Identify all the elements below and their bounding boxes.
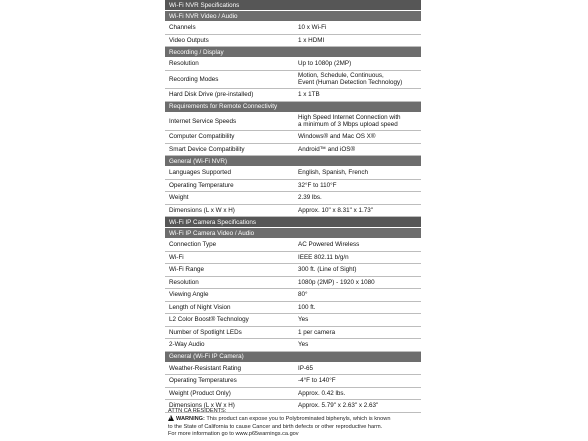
spec-value-line: 80° xyxy=(298,291,308,299)
spec-value-line: Yes xyxy=(298,316,309,324)
spec-label: Weather-Resistant Rating xyxy=(169,364,241,372)
nvr-specs-title: Wi-Fi NVR Specifications xyxy=(165,0,421,11)
spec-value-line: 10 x Wi-Fi xyxy=(298,24,327,32)
spec-value-line: 1 x HDMI xyxy=(298,36,325,44)
spec-value-line: 1 x 1TB xyxy=(298,91,320,99)
spec-value xyxy=(298,58,421,70)
section-heading: General (Wi-Fi IP Camera) xyxy=(165,352,421,363)
spec-value xyxy=(298,35,421,47)
spec-value-line: Android™ and iOS® xyxy=(298,145,356,153)
warning-triangle-icon xyxy=(168,415,174,421)
spec-label: Computer Compatibility xyxy=(169,133,235,141)
spec-row xyxy=(165,314,421,327)
notice-line-2: to the State of California to cause Cancer and birth defects or other reproductive harm. xyxy=(168,423,383,430)
spec-label: Smart Device Compatibility xyxy=(169,145,245,153)
spec-row xyxy=(165,205,421,218)
spec-value xyxy=(298,289,421,301)
spec-label: Resolution xyxy=(169,60,199,68)
spec-value xyxy=(298,363,421,375)
spec-value xyxy=(298,89,421,101)
notice-line-3: For more information go to www.p65warnings.ca.gov xyxy=(168,431,299,438)
spec-row xyxy=(165,363,421,376)
spec-label: Weight xyxy=(169,194,189,202)
spec-value xyxy=(298,71,421,89)
spec-row xyxy=(165,388,421,401)
spec-row xyxy=(165,264,421,277)
spec-value-line: English, Spanish, French xyxy=(298,169,369,177)
spec-label: Connection Type xyxy=(169,241,217,249)
notice-heading: ATTN CA RESIDENTS: xyxy=(168,408,227,414)
spec-value-line: 300 ft. (Line of Sight) xyxy=(298,266,357,274)
spec-value-line: IEEE 802.11 b/g/n xyxy=(298,253,349,261)
spec-label: Viewing Angle xyxy=(169,291,209,299)
spec-value-line: 1 per camera xyxy=(298,328,336,336)
spec-row xyxy=(165,339,421,352)
spec-row xyxy=(165,144,421,157)
spec-value-line: Approx. 10" x 8.31" x 1.73" xyxy=(298,206,373,214)
spec-row xyxy=(165,252,421,265)
spec-value-line: 100 ft. xyxy=(298,303,316,311)
spec-value-line: 1080p (2MP) - 1920 x 1080 xyxy=(298,278,375,286)
spec-value xyxy=(298,388,421,400)
spec-row xyxy=(165,35,421,48)
spec-row xyxy=(165,239,421,252)
spec-value xyxy=(298,277,421,289)
spec-value-line: 2.39 lbs. xyxy=(298,194,322,202)
notice-text-1: This product can expose you to Polybrominated biphenyls, which is known xyxy=(204,416,391,423)
spec-label: Hard Disk Drive (pre-installed) xyxy=(169,91,254,99)
spec-value-line: 32°F to 110°F xyxy=(298,181,337,189)
section-heading: Recording / Display xyxy=(165,47,421,58)
spec-value xyxy=(298,167,421,179)
spec-row xyxy=(165,277,421,290)
spec-value-line: AC Powered Wireless xyxy=(298,241,360,249)
spec-label: Resolution xyxy=(169,278,199,286)
spec-label: Weight (Product Only) xyxy=(169,389,231,397)
spec-value xyxy=(298,131,421,143)
spec-label: Operating Temperatures xyxy=(169,377,237,385)
spec-row xyxy=(165,131,421,144)
spec-value xyxy=(298,144,421,156)
spec-row xyxy=(165,302,421,315)
spec-value xyxy=(298,314,421,326)
spec-row xyxy=(165,289,421,302)
spec-value-line: Yes xyxy=(298,341,309,349)
spec-value-line: High Speed Internet Connection with xyxy=(298,114,401,122)
spec-row xyxy=(165,71,421,90)
spec-row xyxy=(165,22,421,35)
section-heading: General (Wi-Fi NVR) xyxy=(165,156,421,167)
section-heading: Requirements for Remote Connectivity xyxy=(165,102,421,113)
section-heading: Wi-Fi IP Camera Video / Audio xyxy=(165,228,421,239)
spec-value xyxy=(298,252,421,264)
spec-label: Length of Night Vision xyxy=(169,303,231,311)
camera-specs-title: Wi-Fi IP Camera Specifications xyxy=(165,217,421,228)
prop65-notice xyxy=(168,408,428,439)
spec-value-line: Approx. 5.79" x 2.63" x 2.63" xyxy=(298,402,379,410)
spec-label: Wi-Fi xyxy=(169,253,184,261)
spec-sheet xyxy=(165,0,421,413)
spec-row xyxy=(165,180,421,193)
spec-value xyxy=(298,192,421,204)
spec-label: Wi-Fi Range xyxy=(169,266,204,274)
spec-row xyxy=(165,192,421,205)
spec-value xyxy=(298,302,421,314)
spec-row xyxy=(165,89,421,102)
section-heading: Wi-Fi NVR Video / Audio xyxy=(165,11,421,22)
spec-value xyxy=(298,113,421,131)
spec-value-line: Motion, Schedule, Continuous, xyxy=(298,72,384,80)
spec-row xyxy=(165,58,421,71)
spec-value-line: Approx. 0.42 lbs. xyxy=(298,389,346,397)
spec-value-line: IP-65 xyxy=(298,364,314,372)
spec-value-line: Windows® and Mac OS X® xyxy=(298,133,376,141)
spec-value xyxy=(298,22,421,34)
spec-value xyxy=(298,180,421,192)
spec-value xyxy=(298,239,421,251)
spec-value-line: Up to 1080p (2MP) xyxy=(298,60,352,68)
spec-value xyxy=(298,205,421,217)
spec-label: 2-Way Audio xyxy=(169,341,205,349)
spec-value-line: a minimum of 3 Mbps upload speed xyxy=(298,121,398,129)
notice-line-1 xyxy=(168,415,428,423)
warning-label: WARNING: xyxy=(176,416,205,423)
spec-row xyxy=(165,327,421,340)
spec-label: Internet Service Speeds xyxy=(169,117,237,125)
spec-label: Languages Supported xyxy=(169,169,231,177)
spec-label: Dimensions (L x W x H) xyxy=(169,402,235,410)
spec-value xyxy=(298,264,421,276)
spec-label: Number of Spotlight LEDs xyxy=(169,328,242,336)
spec-label: Video Outputs xyxy=(169,36,209,44)
spec-row xyxy=(165,113,421,132)
spec-row xyxy=(165,167,421,180)
spec-label: Dimensions (L x W x H) xyxy=(169,206,235,214)
spec-label: Recording Modes xyxy=(169,75,219,83)
spec-value-line: Event (Human Detection Technology) xyxy=(298,79,403,87)
spec-label: L2 Color Boost® Technology xyxy=(169,316,249,324)
spec-value xyxy=(298,327,421,339)
spec-value xyxy=(298,339,421,351)
spec-value xyxy=(298,375,421,387)
spec-label: Channels xyxy=(169,24,196,32)
spec-row xyxy=(165,375,421,388)
spec-label: Operating Temperature xyxy=(169,181,234,189)
spec-value-line: -4°F to 140°F xyxy=(298,377,336,385)
